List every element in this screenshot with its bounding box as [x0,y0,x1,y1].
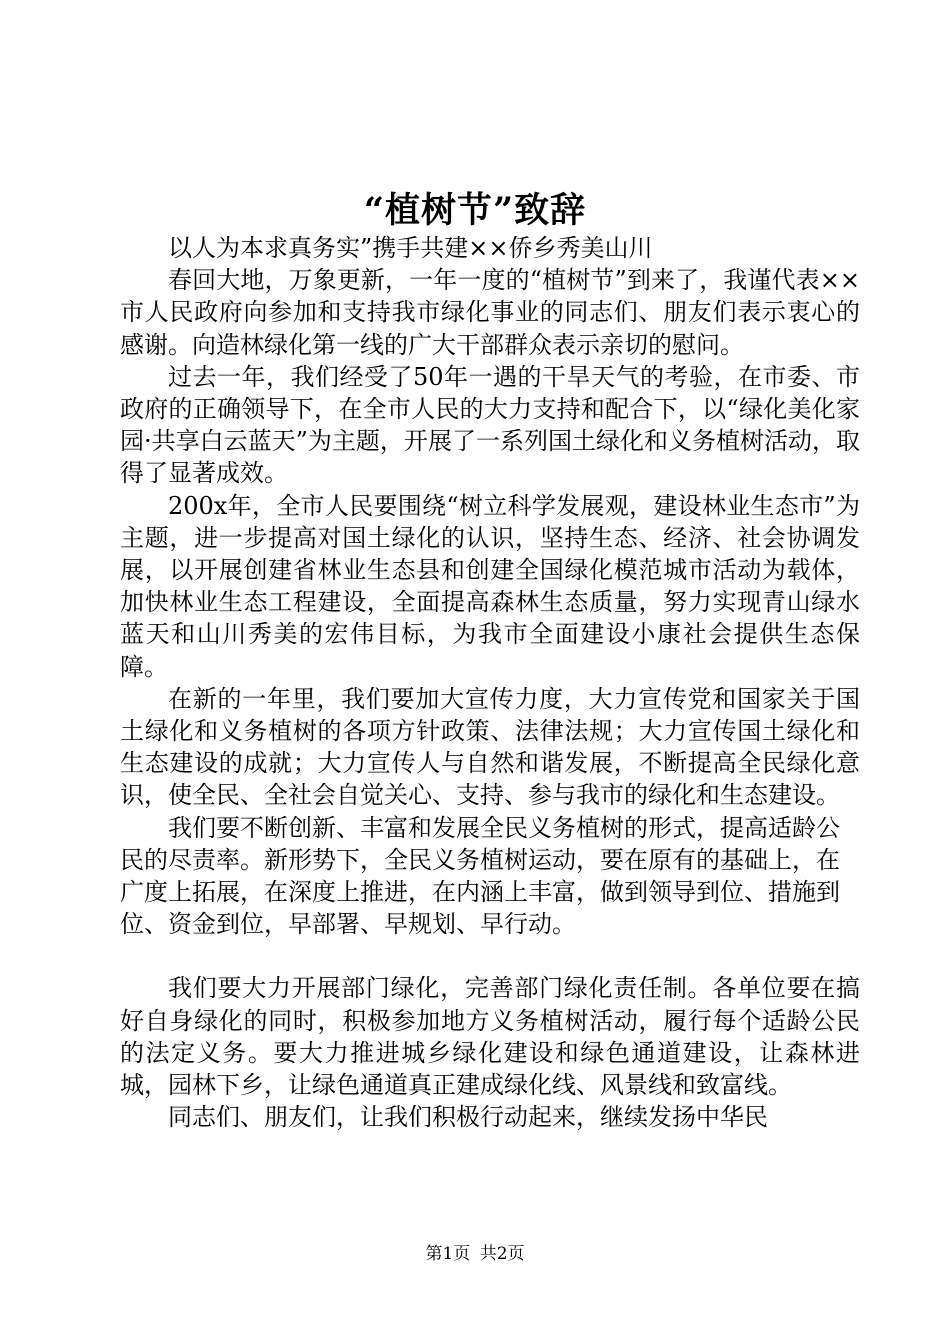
document-title: “植树节”致辞 [363,190,587,231]
paragraph-goals: 200x年，全市人民要围绕“树立科学发展观，建设林业生态市”为主题，进一步提高对国土绿化的认识，坚持生态、经济、社会协调发展，以开展创建省林业生态县和创建全国绿化模范城市活动为载体，加快林业生态工程建设，全面提高森林生态质量，努力实现青山绿水蓝天和山川秀美的宏伟目标，为我市全面建设小康社会提供生态保障。 [120,491,860,681]
paragraph-department-greening: 我们要大力开展部门绿化，完善部门绿化责任制。各单位要在搞好自身绿化的同时，积极参加地方义务植树活动，履行每个适龄公民的法定义务。要大力推进城乡绿化建设和绿色通道建设，让森林进城，园林下乡，让绿色通道真正建成绿化线、风景线和致富线。 [120,974,860,1100]
paragraph-past-year: 过去一年，我们经受了50年一遇的干旱天气的考验，在市委、市政府的正确领导下，在全市人民的大力支持和配合下，以“绿化美化家园·共享白云蓝天”为主题，开展了一系列国土绿化和义务植树活动，取得了显著成效。 [120,362,860,488]
paragraph-innovation: 我们要不断创新、丰富和发展全民义务植树的形式，提高适龄公民的尽责率。新形势下，全民义务植树运动，要在原有的基础上，在广度上拓展，在深度上推进，在内涵上丰富，做到领导到位、措施到位、资金到位，早部署、早规划、早行动。 [120,813,840,939]
paragraph-spacer [120,940,860,972]
document-body [120,232,860,1133]
paragraph-subtitle: 以人为本求真务实”携手共建××侨乡秀美山川 [168,234,653,262]
paragraph-greeting: 春回大地，万象更新，一年一度的“植树节”到来了，我谨代表××市人民政府向参加和支持我市绿化事业的同志们、朋友们表示衷心的感谢。向造林绿化第一线的广大干部群众表示亲切的慰问。 [120,266,860,359]
page-number-footer: 第1页 共2页 [425,1244,525,1264]
paragraph-call-to-action: 同志们、朋友们，让我们积极行动起来，继续发扬中华民 [168,1103,768,1132]
paragraph-publicity: 在新的一年里，我们要加大宣传力度，大力宣传党和国家关于国土绿化和义务植树的各项方针政策、法律法规；大力宣传国土绿化和生态建设的成就；大力宣传人与自然和谐发展，不断提高全民绿化意识，使全民、全社会自觉关心、支持、参与我市的绿化和生态建设。 [120,684,860,810]
